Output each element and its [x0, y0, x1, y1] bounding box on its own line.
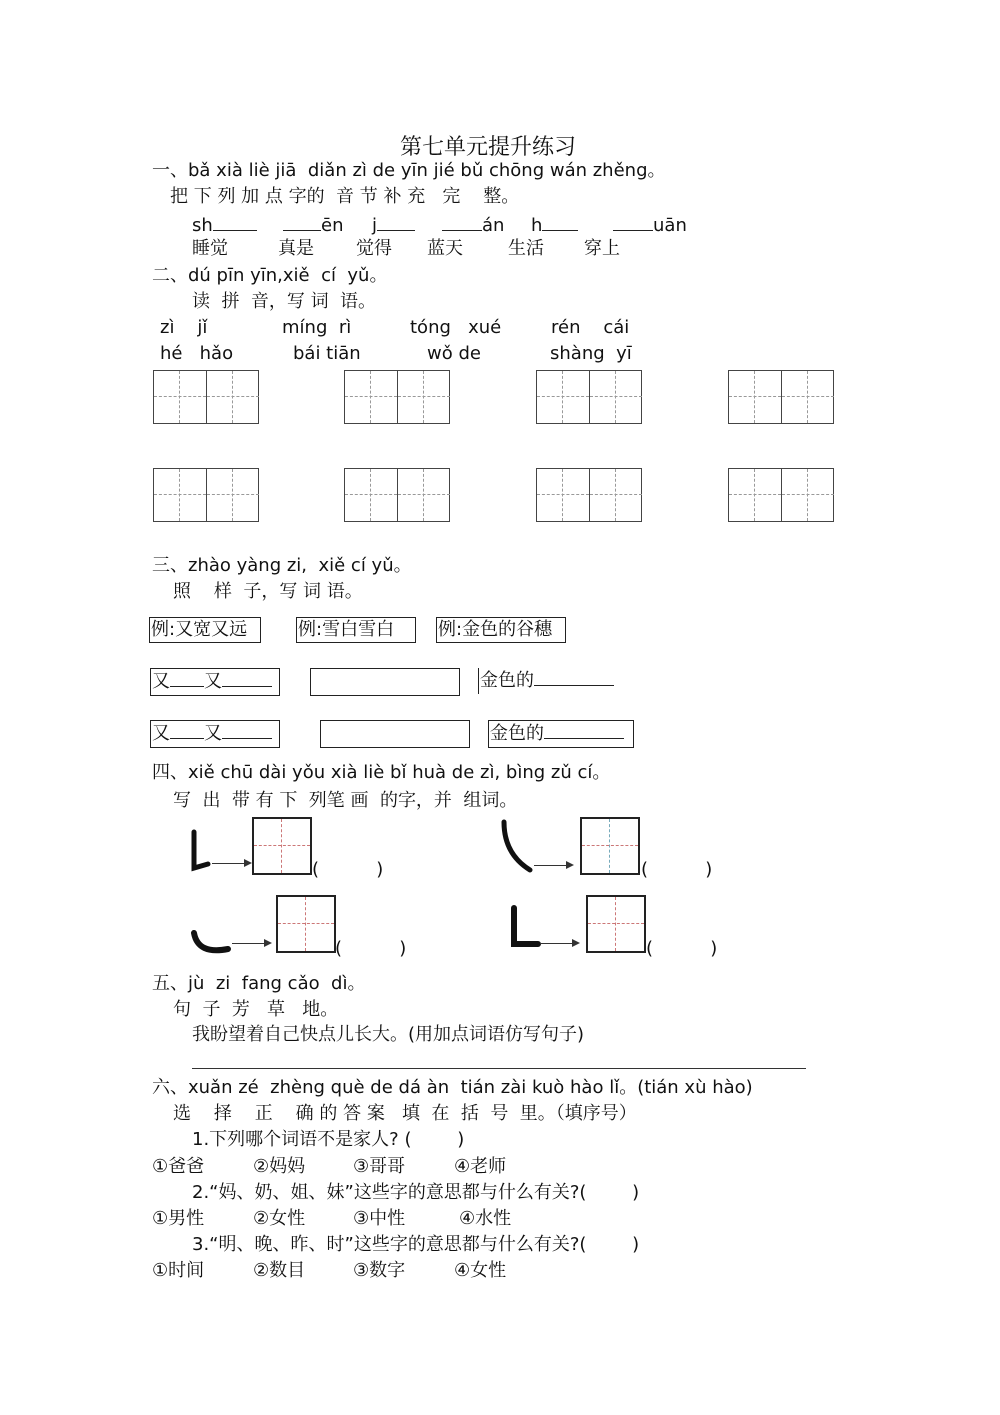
section1-pinyin: 一、bǎ xià liè jiā diǎn zì de yīn jié bǔ chōng wán zhěng。: [152, 160, 666, 181]
section2-instruction: 读 拼 音，写 词 语。: [192, 291, 377, 312]
stroke-shuwangou-icon: [506, 904, 542, 952]
option: ④老师: [454, 1156, 507, 1177]
option: ①男性: [152, 1208, 205, 1229]
blank[interactable]: [377, 212, 415, 231]
option: ①时间: [152, 1260, 205, 1281]
fill-item-5: h: [531, 212, 578, 237]
blank[interactable]: [283, 212, 321, 231]
section5-instruction: 句 子 芳 草 地。: [173, 999, 339, 1020]
question-3: 3.“明、晚、昨、时”这些字的意思都与什么有关?( ): [192, 1234, 640, 1255]
pinyin-word: míng rì: [282, 317, 352, 338]
answer-line[interactable]: [192, 1068, 806, 1069]
stroke-shuzhe-curve-icon: [498, 818, 538, 876]
option: ③哥哥: [353, 1156, 406, 1177]
answer-box-jinse[interactable]: 金色的: [488, 720, 634, 748]
option: ③数字: [353, 1260, 406, 1281]
arrow-icon: [232, 943, 270, 944]
writing-box[interactable]: [580, 817, 640, 875]
arrow-icon: [540, 943, 578, 944]
writing-grid[interactable]: [728, 370, 834, 424]
example-box: 例:金色的谷穗: [436, 617, 566, 643]
fill-item-6: uān: [613, 212, 687, 237]
section6-pinyin: 六、xuǎn zé zhèng què de dá àn tián zài kuò hào lǐ。(tián xù hào): [152, 1077, 753, 1098]
option: ④女性: [454, 1260, 507, 1281]
writing-box[interactable]: [276, 895, 336, 953]
answer-paren[interactable]: ( ): [312, 859, 384, 880]
answer-paren[interactable]: ( ): [335, 938, 407, 959]
option: ②女性: [253, 1208, 306, 1229]
arrow-icon: [534, 865, 572, 866]
pinyin-word: rén cái: [551, 317, 630, 338]
question-1: 1.下列哪个词语不是家人? ( ): [192, 1129, 465, 1150]
stroke-wogou-icon: [188, 925, 234, 959]
blank[interactable]: [613, 212, 653, 231]
section1-instruction: 把 下 列 加 点 字的 音 节 补 充 完 整。: [170, 186, 520, 207]
writing-grid[interactable]: [344, 370, 450, 424]
answer-box-jinse[interactable]: 金色的: [478, 668, 623, 694]
example-box: 例:又宽又远: [149, 617, 261, 643]
fill-item-3: j: [372, 212, 415, 237]
section5-sentence: 我盼望着自己快点儿长大。(用加点词语仿写句子): [192, 1024, 585, 1045]
word-5: 生活: [508, 238, 544, 259]
arrow-icon: [212, 863, 250, 864]
section3-instruction: 照 样 子，写 词 语。: [173, 581, 363, 602]
answer-paren[interactable]: ( ): [641, 859, 713, 880]
pinyin-word: hé hǎo: [160, 343, 234, 364]
section4-pinyin: 四、xiě chū dài yǒu xià liè bǐ huà de zì, bìng zǔ cí。: [152, 762, 611, 783]
option: ②数目: [253, 1260, 306, 1281]
word-1: 睡觉: [192, 238, 228, 259]
blank[interactable]: [542, 212, 578, 231]
writing-grid[interactable]: [344, 468, 450, 522]
blank[interactable]: [213, 212, 257, 231]
writing-box[interactable]: [586, 895, 646, 953]
word-4: 蓝天: [427, 238, 463, 259]
example-box: 例:雪白雪白: [296, 617, 416, 643]
option: ④水性: [459, 1208, 512, 1229]
writing-grid[interactable]: [536, 370, 642, 424]
writing-grid[interactable]: [153, 370, 259, 424]
section5-pinyin: 五、jù zi fang cǎo dì。: [152, 973, 366, 994]
pinyin-word: tóng xué: [410, 317, 502, 338]
answer-box-blank[interactable]: [320, 720, 470, 748]
question-2: 2.“妈、奶、姐、妹”这些字的意思都与什么有关?( ): [192, 1182, 640, 1203]
answer-box-you-you[interactable]: 又 又: [150, 668, 280, 696]
writing-grid[interactable]: [536, 468, 642, 522]
pinyin-word: bái tiān: [293, 343, 361, 364]
option: ①爸爸: [152, 1156, 205, 1177]
section4-instruction: 写 出 带 有 下 列笔 画 的字，并 组词。: [173, 790, 518, 811]
answer-paren[interactable]: ( ): [646, 938, 718, 959]
pinyin-word: zì jǐ: [160, 317, 208, 338]
writing-grid[interactable]: [728, 468, 834, 522]
section2-pinyin: 二、dú pīn yīn,xiě cí yǔ。: [152, 265, 388, 286]
word-3: 觉得: [356, 238, 392, 259]
fill-item-2: ēn: [283, 212, 343, 237]
writing-box[interactable]: [252, 817, 312, 875]
word-2: 真是: [278, 238, 314, 259]
section6-instruction: 选 择 正 确 的 答 案 填 在 括 号 里。（填序号）: [173, 1103, 637, 1124]
pinyin-word: shàng yī: [550, 343, 632, 364]
option: ②妈妈: [253, 1156, 306, 1177]
fill-item-1: sh: [192, 212, 257, 237]
answer-box-blank[interactable]: [310, 668, 460, 696]
page-title: 第七单元提升练习: [400, 135, 577, 160]
option: ③中性: [353, 1208, 406, 1229]
answer-box-you-you[interactable]: 又 又: [150, 720, 280, 748]
writing-grid[interactable]: [153, 468, 259, 522]
word-6: 穿上: [584, 238, 620, 259]
blank[interactable]: [442, 212, 482, 231]
fill-item-4: án: [442, 212, 504, 237]
pinyin-word: wǒ de: [427, 343, 481, 364]
stroke-shuti-icon: [186, 828, 216, 878]
section3-pinyin: 三、zhào yàng zi, xiě cí yǔ。: [152, 555, 412, 576]
